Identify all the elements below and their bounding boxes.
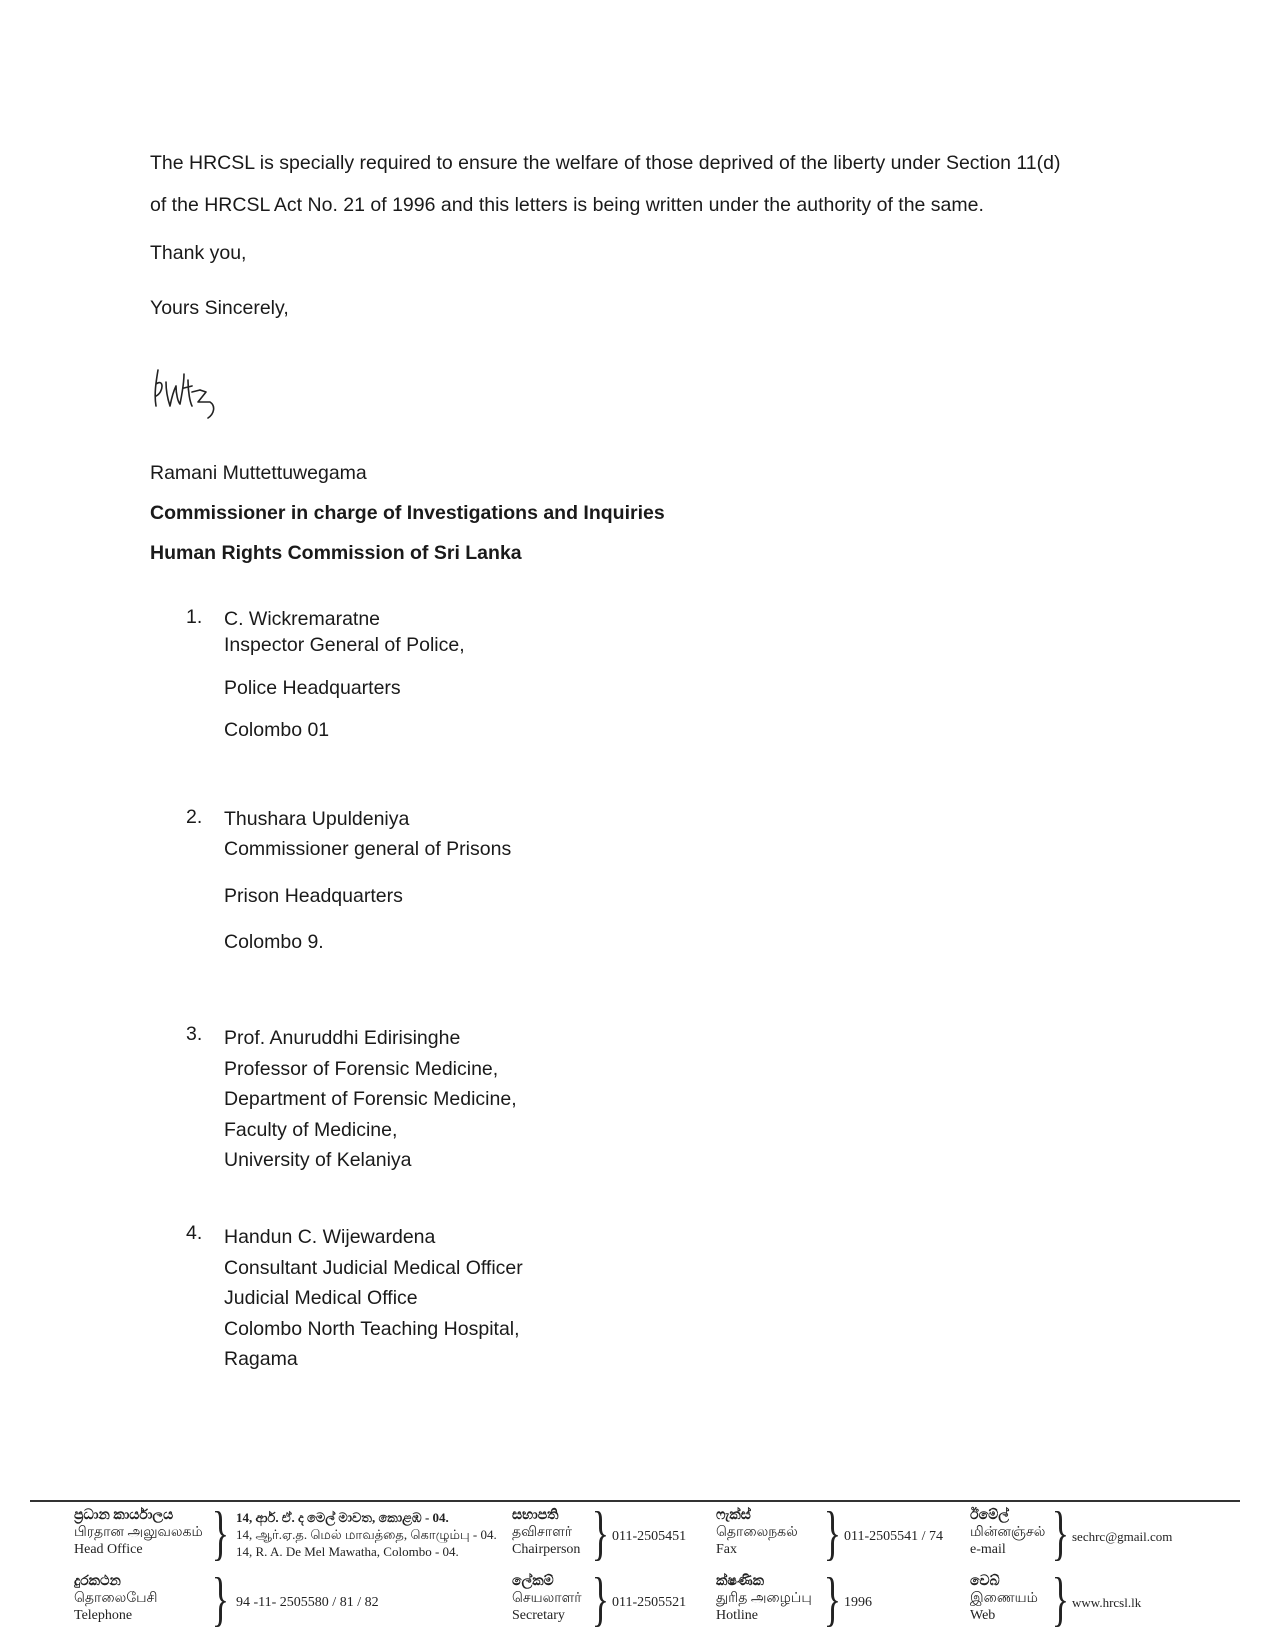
- recipient-number: 3.: [186, 1023, 203, 1045]
- fax-value: 011-2505541 / 74: [844, 1529, 944, 1544]
- recipient-line: Commissioner general of Prisons: [224, 838, 512, 860]
- recipient-line: Judicial Medical Office: [224, 1287, 418, 1309]
- thanks-line: Thank you,: [150, 242, 247, 264]
- chairperson-phone: 011-2505451: [612, 1529, 687, 1544]
- brace: }: [591, 1500, 610, 1566]
- chairperson-label: සභාපති தவிசாளர் Chairperson: [512, 1508, 581, 1557]
- web-label: වෙබ් இணையம் Web: [970, 1574, 1038, 1623]
- recipient-line: Prison Headquarters: [224, 885, 403, 907]
- recipient-line: Professor of Forensic Medicine,: [224, 1057, 499, 1080]
- recipient-line: Handun C. Wijewardena: [224, 1226, 436, 1248]
- fax-label: ෆැක්ස් தொலைநகல் Fax: [716, 1508, 798, 1557]
- signatory-organization: Human Rights Commission of Sri Lanka: [150, 542, 522, 564]
- brace: }: [211, 1500, 230, 1566]
- paragraph-line-2: of the HRCSL Act No. 21 of 1996 and this letters is being written under the authority of the same.: [150, 194, 984, 216]
- brace: }: [1051, 1566, 1070, 1632]
- brace: }: [1051, 1500, 1070, 1566]
- email-label: ඊමේල් மின்னஞ்சல் e-mail: [970, 1508, 1046, 1557]
- handwritten-signature: [150, 362, 230, 422]
- hotline-value: 1996: [844, 1595, 872, 1610]
- recipient-line: Faculty of Medicine,: [224, 1118, 398, 1141]
- telephone-label: දුරකථන தொலைபேசி Telephone: [74, 1574, 158, 1623]
- brace: }: [591, 1566, 610, 1632]
- paragraph-line-1: The HRCSL is specially required to ensure the welfare of those deprived of the liberty under Section 11(d): [150, 152, 1061, 174]
- signatory-name: Ramani Muttettuwegama: [150, 462, 367, 484]
- recipient-line: Ragama: [224, 1348, 298, 1370]
- recipient-line: Colombo North Teaching Hospital,: [224, 1317, 520, 1340]
- head-office-label: ප්‍රධාන කාර්යාලය பிரதான அலுவலகம் Head Office: [74, 1508, 203, 1557]
- recipient-line: Thushara Upuldeniya: [224, 808, 410, 830]
- recipient-line: Department of Forensic Medicine,: [224, 1088, 517, 1110]
- recipient-number: 2.: [186, 806, 203, 828]
- brace: }: [823, 1566, 842, 1632]
- closing-line: Yours Sincerely,: [150, 297, 289, 319]
- authority-paragraph: [150, 142, 1150, 226]
- recipient-line: Colombo 01: [224, 719, 330, 741]
- recipient-line: Police Headquarters: [224, 677, 401, 699]
- recipient-line: Consultant Judicial Medical Officer: [224, 1256, 523, 1279]
- recipient-line: Prof. Anuruddhi Edirisinghe: [224, 1027, 461, 1049]
- email-value: sechrc@gmail.com: [1072, 1529, 1173, 1544]
- address: 14, ආර්. ඒ. ද මෙල් මාවත, කොළඹ - 04. 14, ஆர்.ஏ.த. மெல் மாவத்தை, கொழும்பு - 04. 14, R. A. De Mel Mawatha, Colombo - 04.: [236, 1510, 497, 1559]
- hotline-label: ක්ෂණික துரித அழைப்பு Hotline: [716, 1574, 812, 1623]
- brace: }: [211, 1566, 230, 1632]
- telephone-value: 94 -11- 2505580 / 81 / 82: [236, 1595, 379, 1610]
- brace: }: [823, 1500, 842, 1566]
- recipient-line: C. Wickremaratne: [224, 608, 381, 630]
- recipient-line: Colombo 9.: [224, 931, 324, 953]
- secretary-phone: 011-2505521: [612, 1595, 687, 1610]
- letterhead-footer: [0, 1500, 1275, 1643]
- signatory-title: Commissioner in charge of Investigations and Inquiries: [150, 502, 665, 524]
- web-value: www.hrcsl.lk: [1072, 1595, 1142, 1610]
- secretary-label: ලේකම් செயலாளர் Secretary: [512, 1574, 582, 1623]
- recipient-line: University of Kelaniya: [224, 1149, 412, 1171]
- recipient-line: Inspector General of Police,: [224, 634, 465, 656]
- recipient-number: 4.: [186, 1222, 203, 1244]
- recipient-number: 1.: [186, 606, 203, 628]
